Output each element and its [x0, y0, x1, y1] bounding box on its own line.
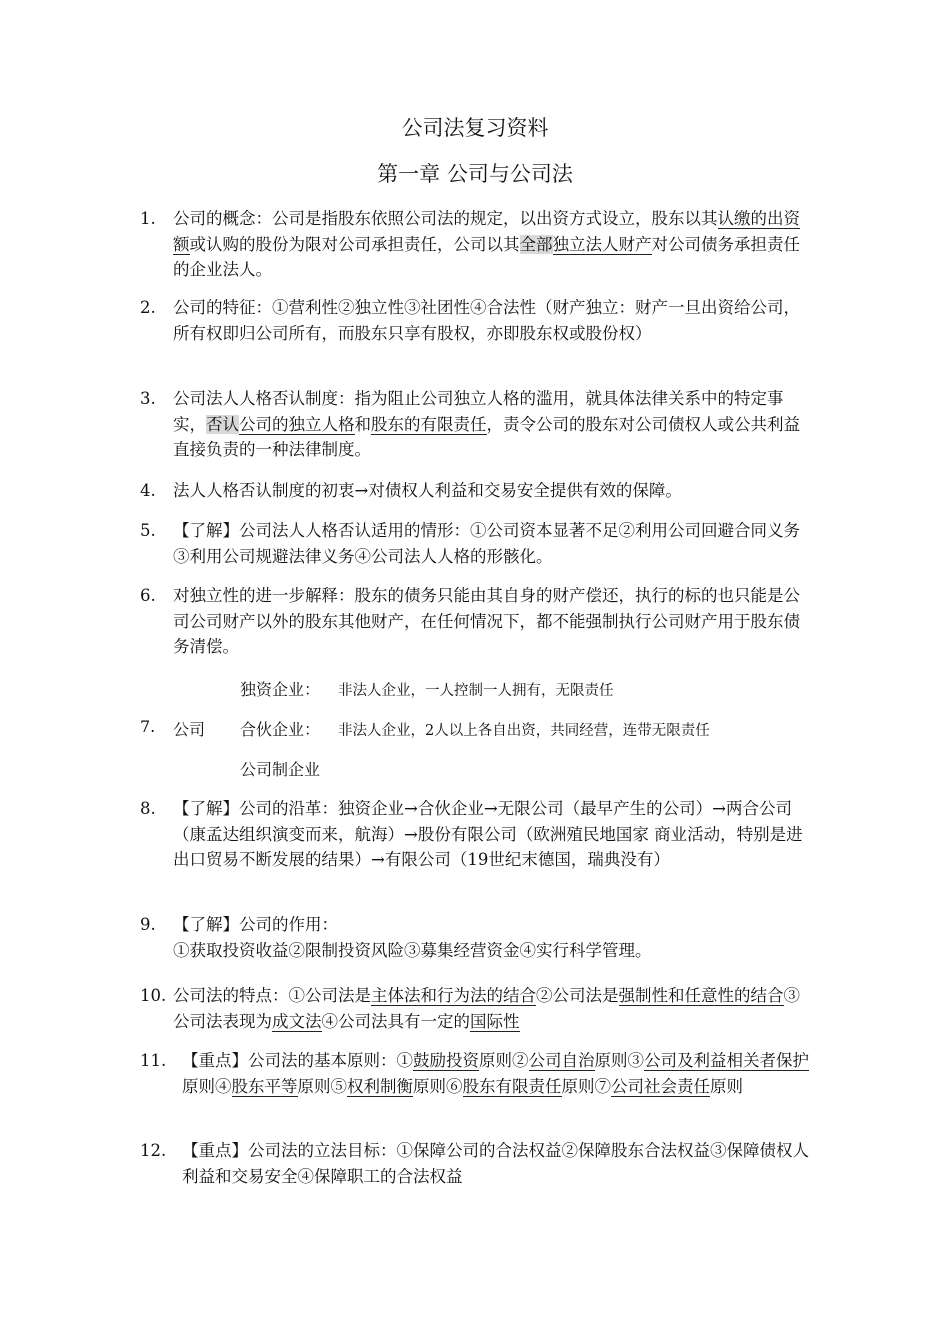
- item-text: 法人人格否认制度的初衷→对债权人利益和交易安全提供有效的保障。: [173, 481, 682, 500]
- item-text: [173, 983, 810, 1034]
- item-text: 对独立性的进一步解释：股东的债务只能由其自身的财产偿还，执行的标的也只能是公司公司财产以外的股东其他财产，在任何情况下，都不能强制执行公司财产用于股东债务清偿。: [173, 586, 800, 656]
- text-span: 公司的概念：公司是指股东依照公司法的规定，以出资方式设立，股东以其: [173, 209, 718, 228]
- text-span: 或认购的股份为限对公司承担责任，公司以其: [189, 234, 520, 254]
- underlined-term: 公司社会责任: [611, 1076, 710, 1096]
- list-item-1: [140, 206, 810, 283]
- highlighted-term: 否认: [206, 414, 239, 434]
- underlined-term: 股东有限责任: [462, 1076, 562, 1096]
- text-span: ④公司法具有一定的: [321, 1011, 470, 1031]
- item-text: [182, 1048, 810, 1099]
- list-item-12: [140, 1138, 810, 1189]
- sole-proprietorship-desc: 非法人企业，一人控制一人拥有，无限责任: [338, 683, 614, 699]
- text-span: 原则⑦: [561, 1076, 611, 1096]
- item-number: 5.: [140, 521, 156, 540]
- underlined-term: 国际性: [470, 1011, 520, 1031]
- list-item-5: [140, 518, 810, 569]
- underlined-term: 独立法人财产: [552, 234, 652, 254]
- underlined-term: 公司及利益相关者保护: [644, 1051, 809, 1070]
- list-item-3: [140, 386, 810, 463]
- underlined-term: 鼓励投资: [413, 1051, 479, 1070]
- highlighted-term: 全部: [519, 234, 553, 254]
- partnership-desc: 非法人企业，2人以上各自出资，共同经营，连带无限责任: [338, 723, 710, 739]
- chapter-title: 第一章 公司与公司法: [377, 162, 573, 186]
- item-number: 1.: [140, 209, 156, 228]
- text-span: 【重点】公司法的基本原则：①: [182, 1051, 413, 1070]
- text-span: ③公司法表现为: [173, 986, 800, 1031]
- text-span: ②公司法是: [536, 986, 619, 1005]
- list-item-11: [140, 1048, 810, 1099]
- sole-proprietorship-head: 独资企业：: [240, 680, 321, 699]
- item-text: [173, 386, 810, 463]
- item-number: 9.: [140, 915, 156, 934]
- underlined-term: 认缴的出资额: [173, 209, 800, 254]
- list-item-2: [140, 295, 810, 346]
- underlined-term: 权利制衡: [347, 1076, 413, 1096]
- text-span: ，责令公司的股东对公司债权人或公共利益直接负责的一种法律制度。: [173, 414, 800, 459]
- item-text: [173, 206, 810, 283]
- item-text: 【了解】公司法人人格否认适用的情形：①公司资本显著不足②利用公司回避合同义务③利用公司规避法律义务④公司法人人格的形骸化。: [173, 521, 800, 566]
- corporate-enterprise-head: 公司制企业: [240, 760, 321, 779]
- item-text: 【了解】公司的沿革：独资企业→合伙企业→无限公司（最早产生的公司）→两合公司（康孟达组织演变而来，航海）→股份有限公司（欧洲殖民地国家 商业活动，特别是进出口贸易不断发展的结果）→有限公司（19世纪末德国，瑞典没有）: [173, 799, 803, 869]
- partnership-head: 合伙企业：: [240, 720, 321, 739]
- underlined-term: 股东平等: [231, 1076, 298, 1096]
- text-span: 对公司债务承担责任的企业法人。: [173, 234, 800, 279]
- text-span: 原则④: [182, 1076, 232, 1096]
- text-span: 原则⑤: [297, 1076, 347, 1096]
- underlined-term: 强制性和任意性的结合: [618, 986, 784, 1005]
- item-text: 公司的特征：①营利性②独立性③社团性④合法性（财产独立：财产一旦出资给公司，所有权即归公司所有，而股东只享有股权，亦即股东权或股份权）: [173, 298, 800, 343]
- text-span: 原则②: [479, 1051, 529, 1070]
- item-number: 8.: [140, 799, 156, 818]
- list-item-8: [140, 796, 810, 873]
- list-item-10: [140, 983, 810, 1034]
- text-span: 和: [354, 414, 371, 434]
- document-title: 公司法复习资料: [401, 116, 549, 140]
- underlined-term: 股东的有限责任: [371, 414, 487, 434]
- item-number: 7.: [140, 717, 156, 736]
- underlined-term: 成文法: [272, 1011, 322, 1031]
- item-text-line-1: 【了解】公司的作用：: [173, 915, 338, 934]
- item-number: 11.: [140, 1051, 167, 1070]
- list-item-4: [140, 478, 810, 504]
- underlined-term: 主体法和行为法的结合: [371, 986, 536, 1005]
- text-span: 原则③: [594, 1051, 644, 1070]
- text-span: 公司法人人格否认制度：指为阻止公司独立人格的滥用，就具体法律关系中的特定事实，: [173, 389, 784, 434]
- item-number: 10.: [140, 986, 167, 1005]
- list-item-9: [140, 912, 810, 963]
- item-number: 6.: [140, 586, 156, 605]
- text-span: 原则: [710, 1076, 743, 1096]
- item-text-line-2: ①获取投资收益②限制投资风险③募集经营资金④实行科学管理。: [173, 940, 652, 960]
- underlined-term: 公司的独立人格: [239, 414, 355, 434]
- item-number: 2.: [140, 298, 156, 317]
- company-label: 公司: [173, 720, 206, 739]
- text-span: 原则⑥: [413, 1076, 463, 1096]
- text-span: 公司法的特点：①公司法是: [173, 986, 371, 1005]
- item-text: 【重点】公司法的立法目标：①保障公司的合法权益②保障股东合法权益③保障债权人利益和交易安全④保障职工的合法权益: [182, 1141, 809, 1186]
- underlined-term: 公司自治: [528, 1051, 595, 1070]
- list-item-6: [140, 583, 810, 660]
- item-number: 4.: [140, 481, 156, 500]
- item-number: 3.: [140, 389, 156, 408]
- item-number: 12.: [140, 1141, 167, 1160]
